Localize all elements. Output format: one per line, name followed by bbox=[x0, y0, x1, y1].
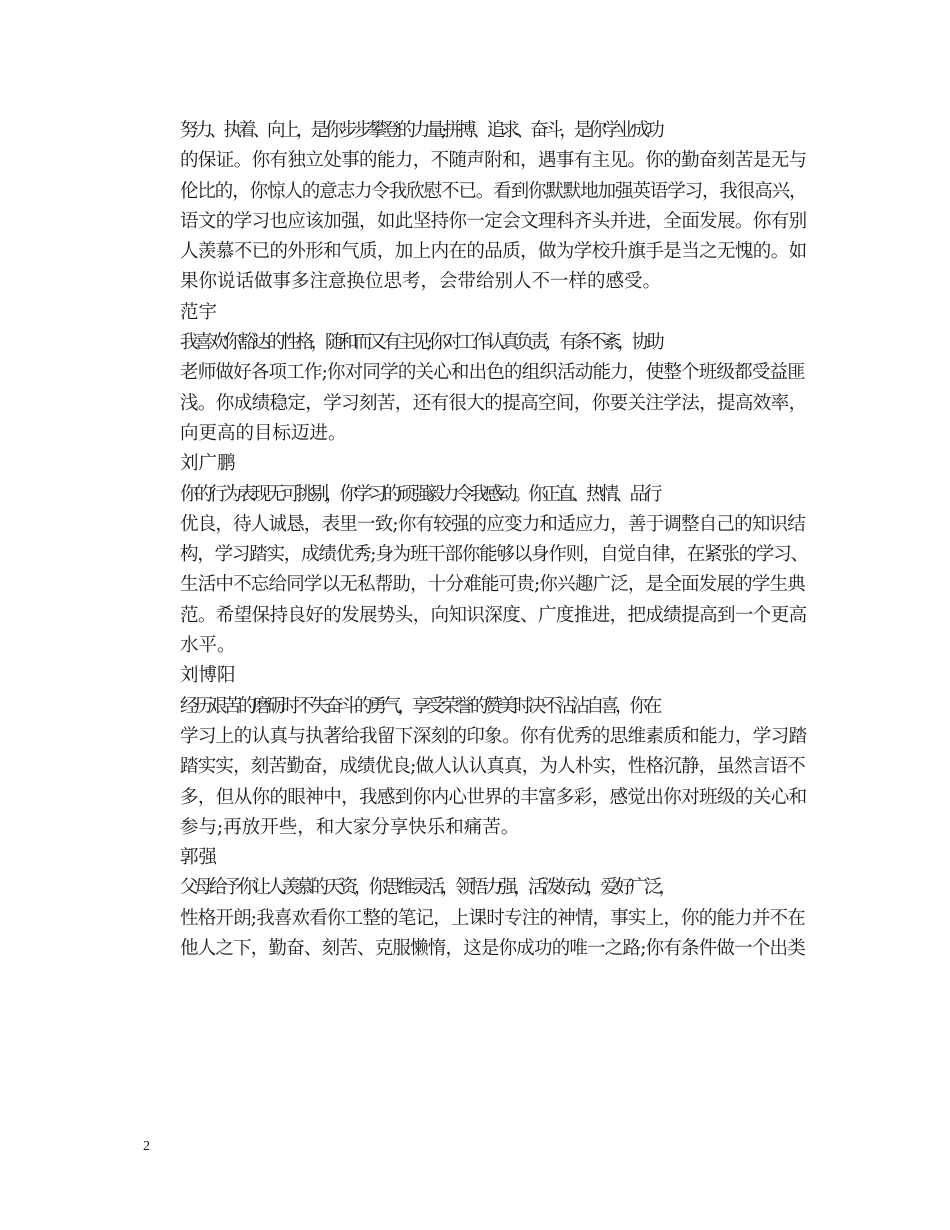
student-name: 郭强 bbox=[180, 847, 218, 869]
comment-paragraph bbox=[143, 480, 808, 662]
student-name: 刘广鹏 bbox=[180, 453, 236, 475]
page-number: 2 bbox=[143, 1139, 150, 1154]
comment-paragraph-intro bbox=[143, 116, 808, 298]
text-line: 多，但从你的眼神中，我感到你内心世界的丰富多彩，感觉出你对班级的关心和 bbox=[180, 786, 807, 808]
comment-paragraph bbox=[143, 328, 808, 449]
text-line: 你的行为表现无可挑剔，你学习的顽强毅力令我感动。你正直、热情、品行 bbox=[180, 483, 659, 505]
text-line: 的保证。你有独立处事的能力，不随声附和，遇事有主见。你的勤奋刻苦是无与 bbox=[180, 150, 807, 172]
text-line: 性格开朗;我喜欢看你工整的笔记，上课时专注的神情，事实上，你的能力并不在 bbox=[180, 907, 805, 929]
comment-paragraph bbox=[143, 873, 808, 964]
text-line: 经历艰苦的磨砺时不失奋斗的勇气，享受荣誉的赞美时决不沾沾自喜，你在 bbox=[180, 695, 659, 717]
text-line: 我喜欢你豁达的性格，随和而又有主见;你对工作认真负责，有条不紊，协助 bbox=[180, 332, 661, 354]
text-line: 踏实实，刻苦勤奋，成绩优良;做人认认真真，为人朴实，性格沉静，虽然言语不 bbox=[180, 756, 805, 778]
text-line: 伦比的，你惊人的意志力令我欣慰不已。看到你默默地加强英语学习，我很高兴， bbox=[180, 180, 807, 202]
text-line: 参与;再放开些，和大家分享快乐和痛苦。 bbox=[180, 816, 520, 838]
text-line: 人羡慕不已的外形和气质，加上内在的品质，做为学校升旗手是当之无愧的。如 bbox=[180, 241, 807, 263]
student-name: 刘博阳 bbox=[180, 665, 236, 687]
student-name: 范宇 bbox=[180, 301, 218, 323]
document-body bbox=[143, 116, 808, 964]
text-line: 语文的学习也应该加强，如此坚持你一定会文理科齐头并进，全面发展。你有别 bbox=[180, 210, 807, 232]
text-line: 果你说话做事多注意换位思考，会带给别人不一样的感受。 bbox=[180, 271, 662, 293]
text-line: 努力、执着、向上，是你步步攀登的力量;拼搏、追求、奋斗，是你学业成功 bbox=[180, 120, 661, 141]
text-line: 水平。 bbox=[180, 635, 236, 657]
text-line: 向更高的目标迈进。 bbox=[180, 422, 347, 444]
comment-paragraph bbox=[143, 692, 808, 843]
text-line: 构，学习踏实，成绩优秀;身为班干部你能够以身作则，自觉自律，在紧张的学习、 bbox=[180, 544, 808, 566]
text-line: 生活中不忘给同学以无私帮助，十分难能可贵;你兴趣广泛，是全面发展的学生典 bbox=[180, 574, 805, 596]
text-line: 浅。你成绩稳定，学习刻苦，还有很大的提高空间，你要关注学法，提高效率， bbox=[180, 392, 807, 414]
text-line: 范。希望保持良好的发展势头，向知识深度、广度推进，把成绩提高到一个更高 bbox=[180, 604, 807, 626]
text-line: 老师做好各项工作;你对同学的关心和出色的组织活动能力，使整个班级都受益匪 bbox=[180, 362, 805, 384]
text-line: 学习上的认真与执著给我留下深刻的印象。你有优秀的思维素质和能力，学习踏 bbox=[180, 725, 807, 747]
text-line: 父母给予你让人羡慕的天资，你思维灵活，领悟力强，活泼好动，爱好广泛， bbox=[180, 877, 674, 899]
text-line: 优良，待人诚恳，表里一致;你有较强的应变力和适应力，善于调整自己的知识结 bbox=[180, 513, 805, 535]
text-line: 他人之下，勤奋、刻苦、克服懒惰，这是你成功的唯一之路;你有条件做一个出类 bbox=[180, 938, 805, 960]
